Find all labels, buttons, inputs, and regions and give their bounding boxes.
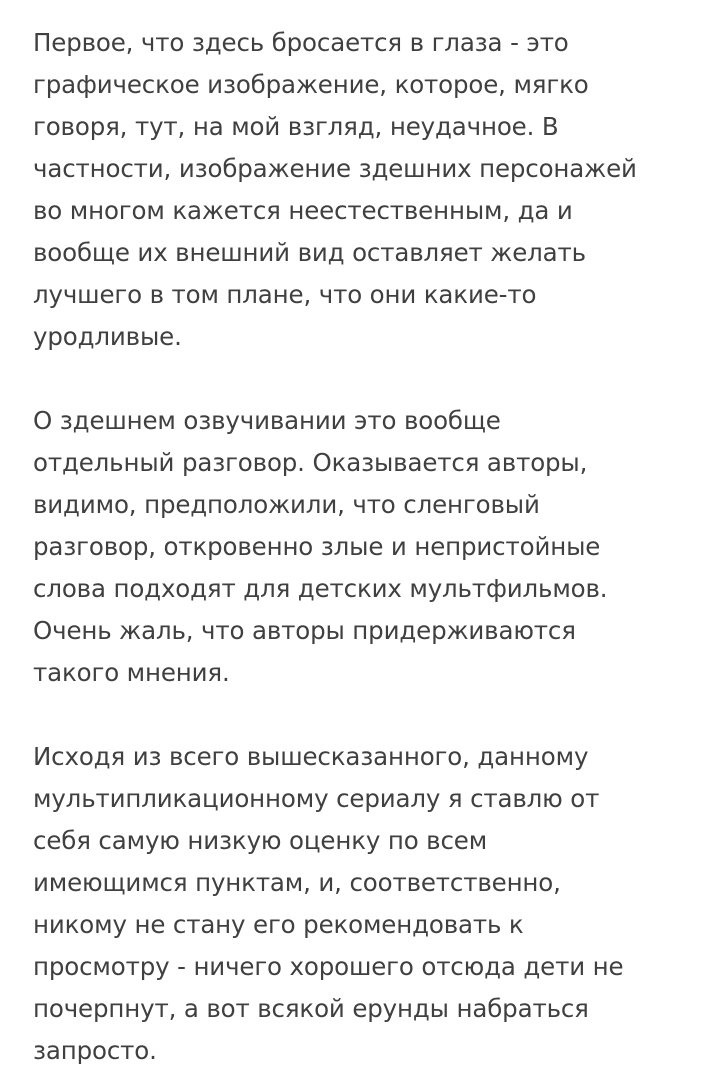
text-line: лучшего в том плане, что они какие-то xyxy=(33,280,537,309)
text-line: Первое, что здесь бросается в глаза - это xyxy=(33,28,569,57)
text-line: говоря, тут, на мой взгляд, неудачное. В xyxy=(33,112,559,141)
text-line: мультипликационному сериалу я ставлю от xyxy=(33,784,600,813)
text-line: почерпнут, а вот всякой ерунды набраться xyxy=(33,994,589,1023)
text-line: себя самую низкую оценку по всем xyxy=(33,826,488,855)
paragraph-3 xyxy=(33,736,686,1072)
text-line: О здешнем озвучивании это вообще xyxy=(33,406,501,435)
paragraph-1 xyxy=(33,22,686,358)
text-line: отдельный разговор. Оказывается авторы, xyxy=(33,448,588,477)
text-line: видимо, предположили, что сленговый xyxy=(33,490,540,519)
text-line: уродливые. xyxy=(33,322,182,351)
text-line: во многом кажется неестественным, да и xyxy=(33,196,573,225)
text-line: слова подходят для детских мультфильмов. xyxy=(33,574,608,603)
text-line: разговор, откровенно злые и непристойные xyxy=(33,532,601,561)
paragraph-2 xyxy=(33,400,686,694)
text-line: графическое изображение, которое, мягко xyxy=(33,70,589,99)
text-line: запросто. xyxy=(33,1036,157,1065)
text-line: просмотру - ничего хорошего отсюда дети не xyxy=(33,952,624,981)
text-line: такого мнения. xyxy=(33,658,230,687)
text-line: вообще их внешний вид оставляет желать xyxy=(33,238,586,267)
text-line: частности, изображение здешних персонажей xyxy=(33,154,637,183)
text-line: Исходя из всего вышесказанного, данному xyxy=(33,742,589,771)
text-line: имеющимся пунктам, и, соответственно, xyxy=(33,868,561,897)
text-line: Очень жаль, что авторы придерживаются xyxy=(33,616,576,645)
text-line: никому не стану его рекомендовать к xyxy=(33,910,524,939)
